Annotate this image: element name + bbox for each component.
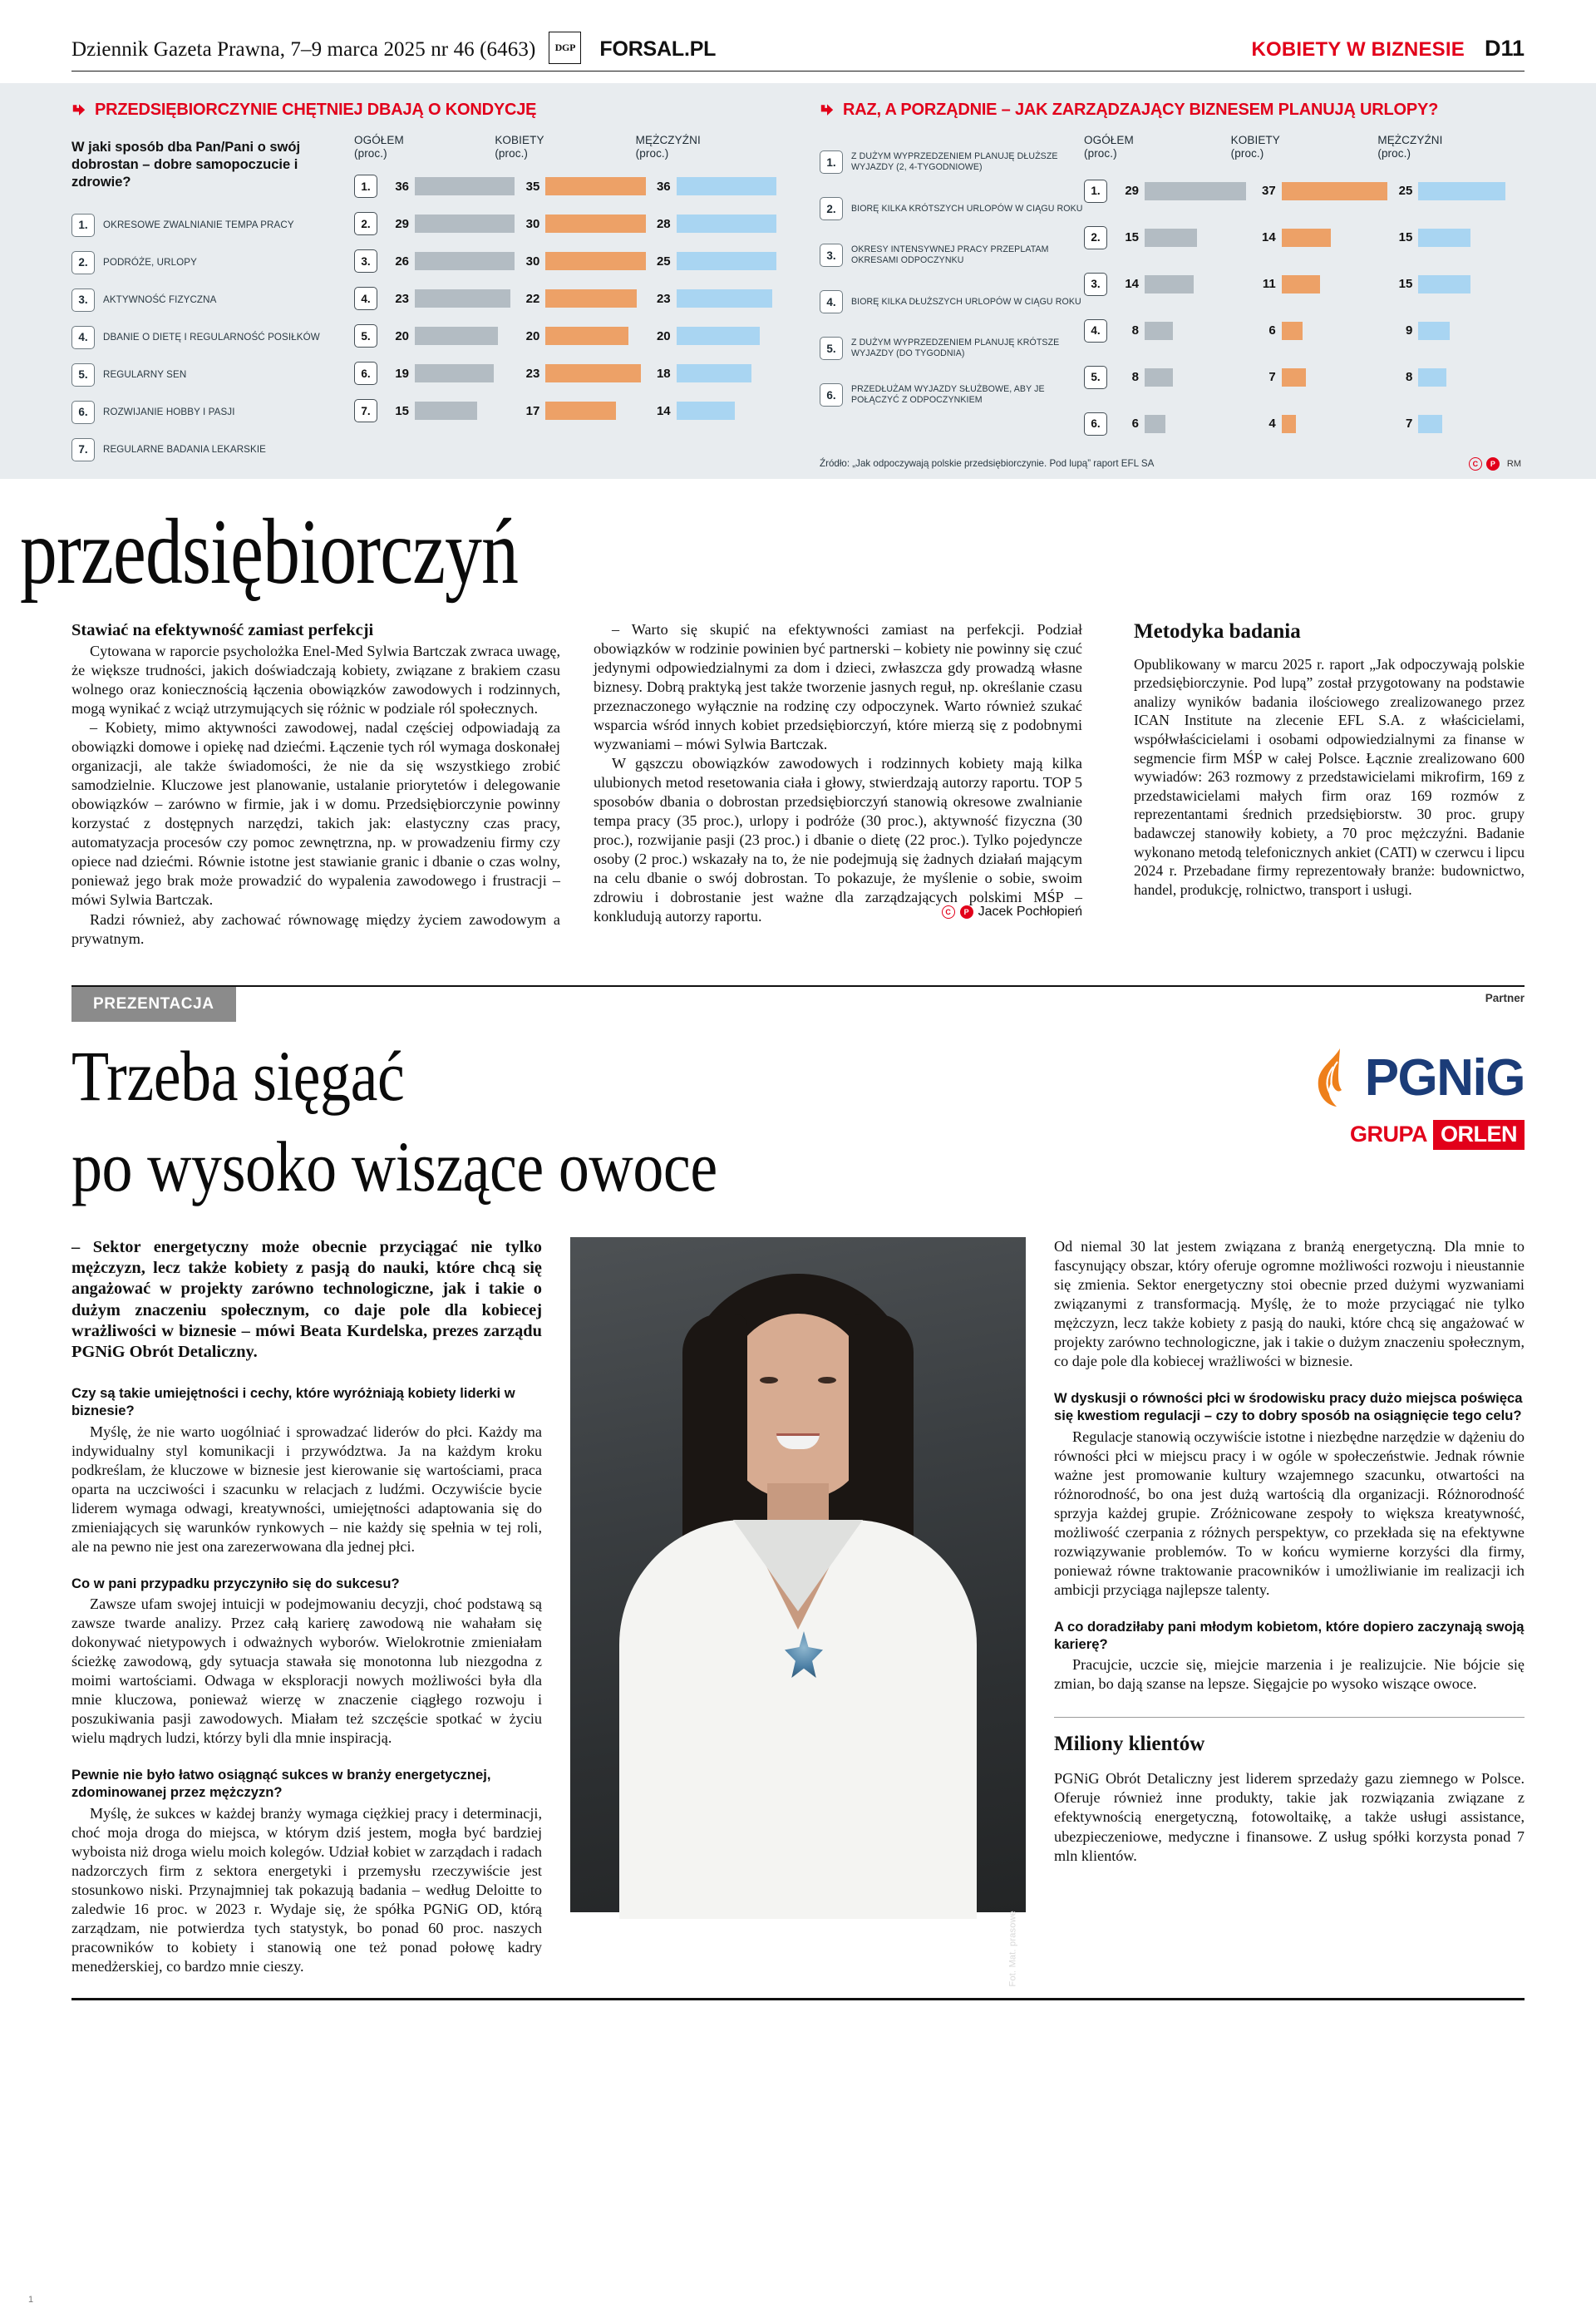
photo-credit: Fot. Mat. prasowe	[1007, 1910, 1017, 1987]
bar	[1418, 275, 1470, 293]
masthead	[0, 0, 1596, 64]
bar-group-mężczyźni	[646, 327, 776, 345]
chart-legend-item	[71, 393, 354, 431]
bar-row-number-badge: 4.	[354, 287, 377, 310]
portrait-eye-right	[818, 1377, 836, 1383]
series-name: KOBIETY	[495, 134, 544, 146]
pgnig-logo-row	[1312, 1047, 1525, 1110]
series-header-2	[495, 134, 635, 161]
bar-value-label: 29	[395, 216, 409, 231]
interview-answer: Pracujcie, uczcie się, miejcie marzenia i je realizujcie. Nie bójcie się zmian, bo dają szanse na lepsze. Sięgajcie po wysoko wiszące owoce.	[1054, 1656, 1525, 1693]
bar-group-ogółem	[1114, 368, 1251, 387]
miliony-box	[1054, 1717, 1525, 1866]
interview-column-1	[71, 1237, 542, 1976]
chart-legend-item	[71, 356, 354, 393]
presentation-top-row	[71, 987, 1525, 1022]
bar-row-number-badge: 5.	[354, 324, 377, 348]
article-column-1	[71, 620, 560, 949]
pgnig-logo	[1312, 1047, 1525, 1150]
bar-group-mężczyźni	[1387, 368, 1525, 387]
right-panel-title: RAZ, A PORZĄDNIE – JAK ZARZĄDZAJĄCY BIZNESEM PLANUJĄ URLOPY?	[843, 101, 1439, 119]
interview-lead: – Sektor energetyczny może obecnie przyciągać nie tylko mężczyzn, lecz także kobiety z pasją do nauki, które chcą się angażować w projekty zarówno technologiczne, jak i takie o dużym znaczeniu społecznym, co daje pole dla kobiecej wrażliwości w biznesie – mówi Beata Kurdelska, prezes zarządu PGNiG Obrót Detaliczny.	[71, 1237, 542, 1361]
article-paragraph: – Warto się skupić na efektywności zamiast na perfekcji. Podział obowiązków w rodzinie powinien być partnerski – kobiety nie powinny się czuć jedynymi odpowiedzialnymi za dom i dzieci, zwłaszcza gdy prowadzą własne biznesy. Dobrą praktyką jest także tworzenie jasnych reguł, np. określanie czasu przeznaczonego wyłącznie na rodzinę czy odpoczynek. Warto również szukać wsparcia wśród innych kobiet przedsiębiorczyń, które mierzą się z podobnymi wyzwaniami – mówi Sylwia Bartczak.	[594, 620, 1082, 752]
chart-bar-row	[354, 392, 776, 430]
interview-photo-column	[570, 1237, 1026, 1987]
dgp-logo-badge: DGP	[549, 32, 581, 64]
article-column-2	[594, 620, 1082, 949]
bar-value-label: 18	[656, 366, 671, 381]
article-paragraph: Radzi również, aby zachować równowagę między życiem zawodowym a prywatnym.	[71, 910, 560, 947]
presentation-headline-line-1: Trzeba sięgać	[71, 1035, 405, 1116]
bar-value-label: 37	[1261, 184, 1276, 199]
bar-value-label: 25	[1398, 184, 1413, 199]
legend-number-badge: 4.	[820, 290, 843, 313]
bar-group-ogółem	[384, 327, 515, 345]
legend-number-badge: 2.	[820, 197, 843, 220]
chart-legend-item	[71, 244, 354, 281]
bar-value-label: 25	[656, 254, 671, 269]
left-panel-header	[71, 101, 776, 119]
bar	[1418, 229, 1470, 247]
chart-bar-row	[354, 205, 776, 243]
bar	[677, 327, 760, 345]
article-paragraph: Cytowana w raporcie psycholożka Enel-Med Sylwia Bartczak zwraca uwagę, że większe trudności, jakich doświadczają kobiety, związane z brakiem czasu wolnego oraz koniecznością łączenia obowiązków zawodowych i rodzinnych, mogą wynikać z wciąż utrzymujących się różnic w podziale ról społecznych.	[71, 643, 560, 718]
bar-value-label: 15	[395, 403, 409, 418]
bar-group-kobiety	[1251, 322, 1388, 340]
legend-number-badge: 3.	[820, 244, 843, 267]
methodology-text: Opublikowany w marcu 2025 r. raport „Jak odpoczywają polskie przedsiębiorczynie. Pod lupą” został przygotowany na podstawie analizy wyników badania ilościowego zrealizowanego przez ICAN Institute na zlecenie EFL S.A. z właścicielami, współwłaścicielami i osobami odpowiedzialnymi za finanse w segmencie firm MŚP w całej Polsce. Łącznie zrealizowano 600 wywiadów: 263 rozmowy z przedstawicielami mikrofirm, 169 z przedstawicielami małych firm oraz 169 rozmów z reprezentantami średnich przedsiębiorstw. 30 proc. grupy badawczej stanowiły kobiety, a 70 proc mężczyźni. Badanie wykonano metodą telefonicznych ankiet (CATI) w czerwcu i lipcu 2024 r. Przebadane firmy reprezentowały branże: budownictwo, handel, produkcję, rolnictwo, transport i usługi.	[1134, 655, 1525, 898]
series-unit: (proc.)	[635, 147, 669, 160]
bar	[545, 364, 641, 382]
bar-row-number-badge: 2.	[354, 212, 377, 235]
bar-row-number-badge: 3.	[1084, 273, 1107, 296]
bar	[1282, 415, 1296, 433]
chart-bar-row	[354, 318, 776, 355]
portrait-collar-left	[733, 1520, 798, 1611]
left-chart-series-headers	[354, 134, 776, 161]
bar-group-mężczyźni	[1387, 229, 1525, 247]
bar-value-label: 19	[395, 366, 409, 381]
interview-answer: Myślę, że nie warto uogólniać i sprowadzać liderów do płci. Każdy ma indywidualny styl komunikacji i przywództwa. Ja na każdym kroku podkreślam, że kluczowe w biznesie jest kierowanie się wartościami, praca oparta na uczciwości i szacunku w relacjach z ludźmi. Oczywiście bycie liderem wymaga odwagi, kreatywności, umiejętności adaptowania się do zmieniających się warunków rynkowych – nie każdy się spełnia w tej roli, ale na pewno nie jest ona zarezerwowana dla jednej płci.	[71, 1423, 542, 1555]
orlen-label: ORLEN	[1433, 1120, 1525, 1150]
bar	[545, 402, 616, 420]
bar	[415, 364, 494, 382]
legend-label: AKTYWNOŚĆ FIZYCZNA	[103, 293, 217, 305]
bar	[1418, 182, 1505, 200]
bar-row-number-badge: 5.	[1084, 366, 1107, 389]
chart-bar-row	[354, 243, 776, 280]
bar-group-kobiety	[515, 289, 645, 308]
legend-label: Z DUŻYM WYPRZEDZENIEM PLANUJĘ KRÓTSZE WYJAZDY (DO TYGODNIA)	[851, 338, 1060, 358]
bar-value-label: 11	[1262, 277, 1276, 292]
chart-bar-row	[1084, 354, 1525, 401]
methodology-heading: Metodyka badania	[1134, 619, 1301, 643]
bar	[415, 215, 515, 233]
bar	[1282, 229, 1331, 247]
right-chart-bars	[1084, 134, 1525, 447]
bar	[1145, 229, 1197, 247]
series-name: OGÓŁEM	[1084, 134, 1134, 146]
bar-value-label: 15	[1398, 230, 1413, 245]
portrait-face	[729, 1314, 867, 1498]
bar-group-kobiety	[515, 177, 645, 195]
bar-row-number-badge: 1.	[354, 175, 377, 198]
series-unit: (proc.)	[1377, 147, 1411, 160]
left-panel-title: PRZEDSIĘBIORCZYNIE CHĘTNIEJ DBAJĄ O KONDYCJĘ	[95, 101, 537, 119]
bar-value-label: 35	[525, 179, 540, 194]
series-header-1	[354, 134, 495, 161]
legend-label: OKRESOWE ZWALNIANIE TEMPA PRACY	[103, 219, 294, 230]
article-subhead: Stawiać na efektywność zamiast perfekcji	[71, 620, 374, 639]
bar	[1145, 275, 1194, 293]
interview-answer: Regulacje stanowią oczywiście istotne i niezbędne narzędzie w dążeniu do równości płci w miejscu pracy i w ogóle w społeczeństwie. Jednak równie ważne jest promowanie kultury wzajemnego szacunku, otwartości na różnorodność, bo ona jest dużą wartością dla organizacji. Różnorodność sprzyja każdej grupie. Zróżnicowane zespoły to większa kreatywność, możliwość czerpania z różnych perspektyw, co przekłada się na efektywne rozwiązywanie problemów. To w końcu wymierne korzyści dla firmy, ponieważ równe traktowanie pracowników i umożliwianie im realizacji ich ambicji przyciąga najlepsze talenty.	[1054, 1428, 1525, 1598]
bar-group-ogółem	[1114, 415, 1251, 433]
bar-group-ogółem	[384, 289, 515, 308]
series-unit: (proc.)	[354, 147, 387, 160]
bar-row-number-badge: 4.	[1084, 319, 1107, 343]
bar-value-label: 9	[1406, 323, 1413, 338]
infographic-band	[0, 83, 1596, 479]
article-paragraph: W gąszczu obowiązków zawodowych i rodzinnych kobiety mają kilka ulubionych metod resetowania ciała i głowy, stwierdzają autorzy raportu. TOP 5 sposobów dbania o dobrostan przedsiębiorczyń stanowią okresowe zwalnianie tempa pracy (35 proc.), urlopy i podróże (30 proc.), aktywność fizyczna (30 proc.), rozwijanie pasji (23 proc.) i dbanie o dietę (22 proc.). Tylko pojedyncze osoby (2 proc.) wskazały na to, że nie podejmują się żadnych działań mającym na celu dbanie o swój dobrostan. To pokazuje, że myślenie o sobie, swoim zdrowiu i dobrostanie jest ważne dla zarządzających polskimi MŚP – konkludują autorzy raportu.	[594, 754, 1082, 925]
bar-value-label: 23	[656, 291, 671, 306]
bar-group-kobiety	[1251, 368, 1388, 387]
infographic-right-panel	[776, 101, 1525, 471]
bar-group-ogółem	[384, 364, 515, 382]
bar-group-ogółem	[1114, 275, 1251, 293]
page-bottom-spacer	[0, 2000, 1596, 2022]
bar-value-label: 14	[656, 403, 671, 418]
interview-question: Pewnie nie było łatwo osiągnąć sukces w branży energetycznej, zdominowanej przez mężczyzn?	[71, 1767, 491, 1801]
chart-legend-item	[820, 325, 1084, 372]
chart-legend-item	[71, 318, 354, 356]
interview-question: Czy są takie umiejętności i cechy, które wyróżniają kobiety liderki w biznesie?	[71, 1385, 515, 1419]
legend-number-badge: 6.	[71, 401, 95, 424]
bar-value-label: 14	[1261, 230, 1276, 245]
chart-bar-row	[1084, 168, 1525, 215]
series-header-2	[1231, 134, 1378, 161]
left-chart-bars	[354, 134, 776, 468]
bar-value-label: 20	[656, 328, 671, 343]
bar-group-ogółem	[1114, 229, 1251, 247]
bar	[545, 177, 645, 195]
chart-source-text: Źródło: „Jak odpoczywają polskie przedsiębiorczynie. Pod lupą” raport EFL SA	[820, 458, 1155, 470]
legend-number-badge: 2.	[71, 251, 95, 274]
bar	[415, 177, 515, 195]
chart-bar-row	[1084, 308, 1525, 354]
series-name: MĘŻCZYŹNI	[635, 134, 701, 146]
bar	[415, 289, 510, 308]
bar-group-kobiety	[515, 252, 645, 270]
interview-question: W dyskusji o równości płci w środowisku pracy dużo miejsca poświęca się kwestiom regulacji – czy to dobry sposób na osiągnięcie tego celu?	[1054, 1390, 1523, 1424]
bar-group-mężczyźni	[1387, 415, 1525, 433]
bar-value-label: 36	[395, 179, 409, 194]
chart-bar-row	[1084, 401, 1525, 447]
series-header-1	[1084, 134, 1231, 161]
bar-value-label: 15	[1398, 277, 1413, 292]
bar-value-label: 28	[656, 216, 671, 231]
interview-answer: Od niemal 30 lat jestem związana z branżą energetyczną. Dla mnie to fascynujący obszar, który oferuje ogromne możliwości rozwoju i nieustannie się zmienia. Sektor energetyczny stoi obecnie przed dużymi wyzwaniami związanymi z transformacją. Myślę, że to może przyciągać nie tylko mężczyzn, lecz także kobiety z pasją do nauki, które chcą się angażować w projekty zarówno technologiczne, jak i takie o dużym znaczeniu społecznym, co daje pole dla kobiecej wrażliwości w biznesie.	[1054, 1237, 1525, 1370]
legend-label: OKRESY INTENSYWNEJ PRACY PRZEPLATAM OKRESAMI ODPOCZYNKU	[851, 244, 1049, 265]
copyright-p-icon: P	[1486, 457, 1500, 471]
copyright-c-icon: C	[942, 905, 955, 919]
chart-bar-row	[354, 168, 776, 205]
legend-number-badge: 5.	[71, 363, 95, 387]
legend-label: Z DUŻYM WYPRZEDZENIEM PLANUJĘ DŁUŻSZE WYJAZDY (2, 4-TYGODNIOWE)	[851, 151, 1058, 172]
bar-value-label: 36	[656, 179, 671, 194]
legend-label: REGULARNE BADANIA LEKARSKIE	[103, 443, 266, 455]
bar-group-kobiety	[1251, 415, 1388, 433]
legend-number-badge: 5.	[820, 337, 843, 360]
right-chart	[820, 134, 1525, 447]
bar-group-ogółem	[384, 402, 515, 420]
pgnig-wordmark: PGNiG	[1364, 1048, 1525, 1107]
portrait-eye-left	[760, 1377, 778, 1383]
bar-group-kobiety	[1251, 182, 1388, 200]
legend-label: BIORĘ KILKA DŁUŻSZYCH URLOPÓW W CIĄGU ROKU	[851, 296, 1081, 307]
series-unit: (proc.)	[1230, 147, 1264, 160]
interview-answer: Myślę, że sukces w każdej branży wymaga ciężkiej pracy i determinacji, choć moja droga do miejsca, w którym dziś jestem, mogła być bardziej wyboista niż droga wielu moich kolegów. Udział kobiet w zarządach i radach nadzorczych firm z sektora energetyki i przemysłu rzeczywiście jest stosunkowo niski. Przynajmniej tak pokazują badania – według Deloitte to zaledwie 16 proc. w 2023 r. Wydaje się, że spółka PGNiG OD, którą zarządzam, nie potwierdza tych statystyk, bo ponad 60 proc. naszych pracowników to kobiety i stanowią one też ponad połowę kadry menedżerskiej, co bardzo mnie cieszy.	[71, 1804, 542, 1975]
masthead-divider	[71, 71, 1525, 72]
bar-value-label: 30	[525, 216, 540, 231]
bar	[1282, 368, 1306, 387]
methodology-sidebar	[1116, 620, 1525, 949]
chart-legend-item	[820, 372, 1084, 418]
bar-group-mężczyźni	[1387, 182, 1525, 200]
section-title: KOBIETY W BIZNESIE	[1251, 38, 1465, 61]
bar-row-number-badge: 3.	[354, 249, 377, 273]
bar-value-label: 6	[1131, 417, 1139, 432]
legend-number-badge: 6.	[820, 383, 843, 407]
presentation-headline-line-2: po wysoko wiszące owoce	[71, 1127, 717, 1207]
bar-value-label: 17	[525, 403, 540, 418]
bar	[1418, 368, 1446, 387]
series-header-3	[636, 134, 776, 161]
bar-group-kobiety	[515, 327, 645, 345]
bar-row-number-badge: 2.	[1084, 226, 1107, 249]
arrow-down-right-icon	[820, 103, 835, 119]
masthead-left	[71, 32, 716, 64]
page-headline: przedsiębiorczyń	[20, 500, 519, 604]
bar-value-label: 22	[525, 291, 540, 306]
bar-group-mężczyźni	[1387, 322, 1525, 340]
bar	[1282, 322, 1303, 340]
series-name: KOBIETY	[1230, 134, 1280, 146]
left-chart	[71, 134, 776, 468]
right-chart-series-headers	[1084, 134, 1525, 161]
bar-value-label: 8	[1406, 370, 1413, 385]
bar-row-number-badge: 7.	[354, 399, 377, 422]
presentation-block	[71, 985, 1525, 1207]
legend-number-badge: 3.	[71, 289, 95, 312]
bar-group-kobiety	[1251, 275, 1388, 293]
bar	[677, 402, 735, 420]
bar-group-mężczyźni	[1387, 275, 1525, 293]
publication-title: Dziennik Gazeta Prawna, 7–9 marca 2025 nr 46 (6463)	[71, 38, 536, 61]
article-author-name: Jacek Pochłopień	[978, 904, 1082, 919]
legend-number-badge: 7.	[71, 438, 95, 461]
bar	[1145, 368, 1173, 387]
bar	[677, 252, 776, 270]
chart-legend-item	[71, 281, 354, 318]
chart-bar-row	[1084, 215, 1525, 261]
bar	[677, 364, 751, 382]
bar-group-ogółem	[384, 215, 515, 233]
bar-value-label: 20	[525, 328, 540, 343]
interview-column-3	[1054, 1237, 1525, 1976]
article-paragraph: – Kobiety, mimo aktywności zawodowej, nadal częściej odpowiadają za obowiązki domowe i opiekę nad dziećmi. Łączenie tych ról wymaga doskonałej organizacji, ale także świadomości, że nie da się wszystkiego zrobić samodzielnie. Kluczowe jest planowanie, ustalanie priorytetów i delegowanie obowiązków – zarówno w firmie, jak i w domu. Przedsiębiorczynie powinny korzystać z dostępnych narzędzi, takich jak: elastyczny czas pracy, automatyzacja procesów czy pomoc zewnętrzna, np. w prowadzeniu firmy czy opiece nad dziećmi. Równie istotne jest stawianie granic i dbanie o czas wolny, ponieważ jego brak może prowadzić do wypalenia zawodowego i frustracji – mówi Sylwia Bartczak.	[71, 719, 560, 909]
bar-group-mężczyźni	[646, 289, 776, 308]
portrait-photo	[570, 1237, 1026, 1987]
bar-group-kobiety	[515, 402, 645, 420]
interview-question: A co doradziłaby pani młodym kobietom, które dopiero zaczynają swoją karierę?	[1054, 1618, 1525, 1652]
right-panel-header	[820, 101, 1525, 119]
article-body	[0, 599, 1596, 949]
chart-legend-item	[820, 232, 1084, 279]
portrait-collar-right	[798, 1520, 863, 1611]
legend-label: PODRÓŻE, URLOPY	[103, 256, 197, 268]
legend-number-badge: 4.	[71, 326, 95, 349]
grupa-label: GRUPA	[1349, 1122, 1427, 1147]
series-name: MĘŻCZYŹNI	[1377, 134, 1443, 146]
bar	[1282, 182, 1388, 200]
bar	[677, 177, 776, 195]
left-chart-question: W jaki sposób dba Pan/Pani o swój dobrostan – dobre samopoczucie i zdrowie?	[71, 140, 301, 190]
interview-answer: Zawsze ufam swojej intuicji w podejmowaniu decyzji, choć podstawą są zawsze twarde analizy. Przez całą karierę zawodową nie wahałam się dokonywać nietypowych i odważnych wyborów. Wielokrotnie zmieniałam ścieżkę zawodową, gdy sytuacja stawała się monotonna lub niezgodna z moimi wartościami. Odwaga w eksploracji nowych możliwości była dla mnie kluczowa, ponieważ wierzę w znaczenie ciągłego rozwoju i poszukiwania pasji zawodowych. Miałam też szczęście spotkać w życiu wielu mądrych ludzi, którzy byli dla mnie inspiracją.	[71, 1595, 542, 1747]
bar	[545, 327, 628, 345]
miliony-text: PGNiG Obrót Detaliczny jest liderem sprzedaży gazu ziemnego w Polsce. Oferuje również inne produkty, takie jak rozwiązania związane z efektywnością energetyczną, fotowoltaikę, a także usługi assistance, ubezpieczeniowe, medyczne i finansowe. Z usług spółki korzysta ponad 7 mln klientów.	[1054, 1770, 1525, 1864]
bar-value-label: 15	[1125, 230, 1139, 245]
right-chart-legend	[820, 134, 1084, 447]
copyright-p-icon: P	[960, 905, 973, 919]
copyright-mark	[1469, 457, 1521, 471]
folio-number: 1	[28, 2295, 34, 2305]
bar	[1418, 322, 1450, 340]
bar-group-mężczyźni	[646, 252, 776, 270]
bar-value-label: 14	[1125, 277, 1139, 292]
bar-value-label: 8	[1131, 323, 1139, 338]
legend-label: PRZEDŁUŻAM WYJAZDY SŁUŻBOWE, ABY JE POŁĄCZYĆ Z ODPOCZYNKIEM	[851, 384, 1045, 405]
chart-bar-row	[1084, 261, 1525, 308]
bar	[1145, 182, 1246, 200]
bar-group-ogółem	[1114, 182, 1251, 200]
bar	[545, 215, 645, 233]
series-unit: (proc.)	[1084, 147, 1117, 160]
interview-body	[0, 1204, 1596, 1987]
chart-bar-row	[354, 280, 776, 318]
miliony-heading: Miliony klientów	[1054, 1733, 1205, 1756]
interview-question: Co w pani przypadku przyczyniło się do sukcesu?	[71, 1575, 400, 1591]
bar-group-ogółem	[384, 252, 515, 270]
bar-group-kobiety	[1251, 229, 1388, 247]
bar-value-label: 29	[1125, 184, 1139, 199]
bar-value-label: 7	[1406, 417, 1413, 432]
copyright-c-icon: C	[1469, 457, 1482, 471]
arrow-down-right-icon	[71, 103, 86, 119]
infographic-left-panel	[71, 101, 776, 471]
bar-value-label: 7	[1268, 370, 1276, 385]
bar-row-number-badge: 6.	[354, 362, 377, 385]
chart-legend-item	[820, 139, 1084, 185]
bar	[415, 252, 515, 270]
grupa-orlen-row	[1312, 1120, 1525, 1150]
bar	[415, 402, 477, 420]
author-initials: RM	[1506, 458, 1521, 469]
chart-legend-item	[71, 206, 354, 244]
bar-group-ogółem	[1114, 322, 1251, 340]
bar	[545, 252, 645, 270]
bar-value-label: 20	[395, 328, 409, 343]
legend-label: DBANIE O DIETĘ I REGULARNOŚĆ POSIŁKÓW	[103, 331, 320, 343]
bar-group-mężczyźni	[646, 364, 776, 382]
series-name: OGÓŁEM	[354, 134, 404, 146]
bar	[1282, 275, 1320, 293]
legend-label: REGULARNY SEN	[103, 368, 187, 380]
bar-value-label: 4	[1268, 417, 1276, 432]
chart-source-line	[820, 457, 1525, 471]
legend-number-badge: 1.	[71, 214, 95, 237]
bar-group-ogółem	[384, 177, 515, 195]
forsal-wordmark: FORSAL.PL	[599, 37, 717, 61]
series-unit: (proc.)	[495, 147, 529, 160]
chart-legend-item	[71, 431, 354, 468]
bar-group-mężczyźni	[646, 215, 776, 233]
chart-bar-row	[354, 355, 776, 392]
series-header-3	[1377, 134, 1525, 161]
bar-group-kobiety	[515, 215, 645, 233]
bar-value-label: 30	[525, 254, 540, 269]
bar	[677, 215, 776, 233]
left-chart-legend	[71, 134, 354, 468]
bar-row-number-badge: 6.	[1084, 412, 1107, 436]
chart-legend-item	[820, 279, 1084, 325]
presentation-tag: PREZENTACJA	[71, 987, 236, 1022]
bar	[1145, 415, 1165, 433]
bar	[677, 289, 772, 308]
bar	[415, 327, 498, 345]
bar-group-mężczyźni	[646, 402, 776, 420]
legend-label: ROZWIJANIE HOBBY I PASJI	[103, 406, 235, 417]
legend-number-badge: 1.	[820, 150, 843, 174]
page-number: D11	[1484, 36, 1525, 61]
bar-value-label: 23	[525, 366, 540, 381]
bar-value-label: 26	[395, 254, 409, 269]
bar-value-label: 23	[395, 291, 409, 306]
bar-value-label: 6	[1268, 323, 1276, 338]
masthead-right	[1251, 36, 1525, 64]
bar-value-label: 8	[1131, 370, 1139, 385]
bar	[1418, 415, 1442, 433]
chart-legend-item	[820, 185, 1084, 232]
bar-group-mężczyźni	[646, 177, 776, 195]
bar-group-kobiety	[515, 364, 645, 382]
bar-row-number-badge: 1.	[1084, 180, 1107, 203]
legend-label: BIORĘ KILKA KRÓTSZYCH URLOPÓW W CIĄGU ROKU	[851, 203, 1083, 214]
partner-label: Partner	[1485, 991, 1525, 1004]
bar	[1145, 322, 1173, 340]
bar	[545, 289, 637, 308]
